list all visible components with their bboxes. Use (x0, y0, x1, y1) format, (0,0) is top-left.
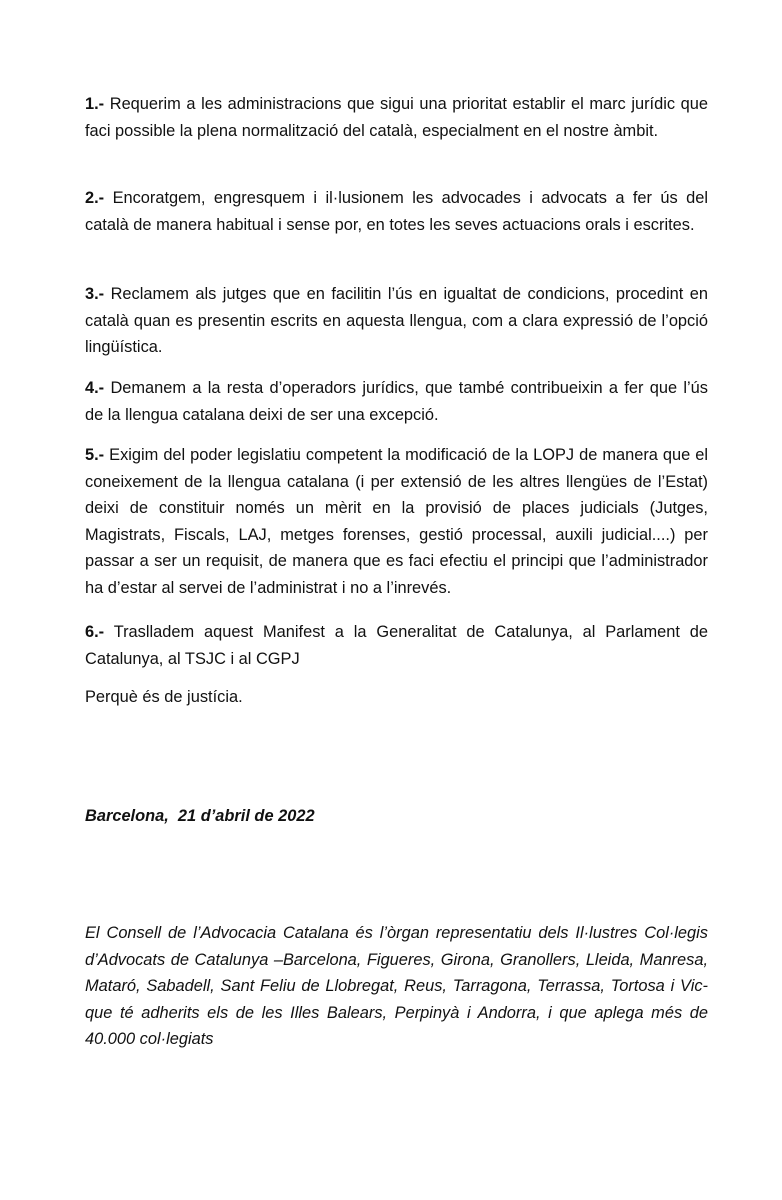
manifest-item-1 (85, 91, 708, 144)
manifest-item-4 (85, 375, 708, 428)
item-number: 6.- (85, 623, 105, 641)
item-text: Reclamem als jutges que en facilitin l’ús en igualtat de condicions, procedint en català quan es presentin escrits en aquesta llengua, com a clara expressió de l’opció lingüística. (85, 285, 708, 356)
item-text: Encoratgem, engresquem i il·lusionem les advocades i advocats a fer ús del català de manera habitual i sense por, en totes les seves actuacions orals i escrites. (85, 189, 708, 234)
item-text: Traslladem aquest Manifest a la Generalitat de Catalunya, al Parlament de Catalunya, al TSJC i al CGPJ (85, 623, 708, 668)
item-number: 1.- (85, 95, 105, 113)
item-text: Exigim del poder legislatiu competent la modificació de la LOPJ de manera que el coneixement de la llengua catalana (i per extensió de les altres llengües de l’Estat) deixi de constituir només un mèrit en la provisió de places judicials (Jutges, Magistrats, Fiscals, LAJ, metges forenses, gestió processal, auxili judicial....) per passar a ser un requisit, de manera que es faci efectiu el principi que l’administrador ha d’estar al servei de l’administrat i no a l’inrevés. (85, 446, 708, 597)
manifest-item-6 (85, 619, 708, 672)
item-number: 3.- (85, 285, 105, 303)
item-text: Requerim a les administracions que sigui una prioritat establir el marc jurídic que faci possible la plena normalització del català, especialment en el nostre àmbit. (85, 95, 708, 140)
closing-statement: Perquè és de justícia. (85, 688, 243, 706)
item-number: 5.- (85, 446, 105, 464)
manifest-item-2 (85, 185, 708, 238)
place-date: Barcelona, 21 d’abril de 2022 (85, 807, 315, 825)
item-text: Demanem a la resta d’operadors jurídics, que també contribueixin a fer que l’ús de la llengua catalana deixi de ser una excepció. (85, 379, 708, 424)
item-number: 2.- (85, 189, 105, 207)
manifest-item-3 (85, 281, 708, 361)
manifest-item-5 (85, 442, 708, 601)
footer-note: El Consell de l’Advocacia Catalana és l’òrgan representatiu dels Il·lustres Col·legis d’Advocats de Catalunya –Barcelona, Figueres, Girona, Granollers, Lleida, Manresa, Mataró, Sabadell, Sant Feliu de Llobregat, Reus, Tarragona, Terrassa, Tortosa i Vic- que té adherits els de les Illes Balears, Perpinyà i Andorra, i que aplega més de 40.000 col·legiats (85, 924, 708, 1048)
item-number: 4.- (85, 379, 105, 397)
